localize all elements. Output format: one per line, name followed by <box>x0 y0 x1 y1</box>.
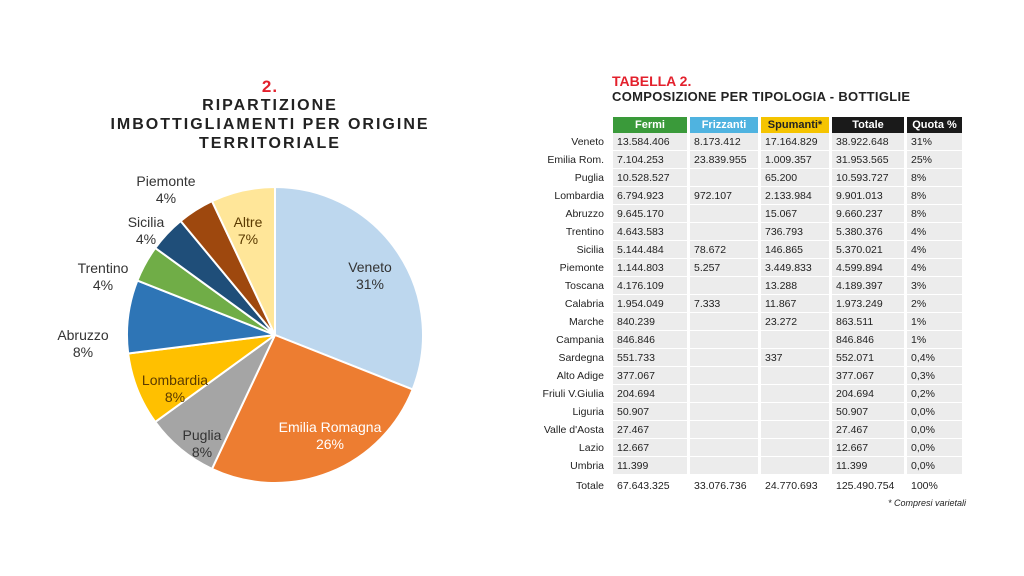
value-cell <box>761 457 832 475</box>
value-cell: 9.660.237 <box>832 205 907 223</box>
value-cell: 67.643.325 <box>613 475 690 498</box>
value-cell: 13.288 <box>761 277 832 295</box>
chart-title-line-1: RIPARTIZIONE <box>202 97 338 114</box>
value-cell: 0,0% <box>907 457 965 475</box>
value-cell: 7.104.253 <box>613 151 690 169</box>
value-cell: 3% <box>907 277 965 295</box>
value-cell <box>690 223 761 241</box>
value-cell: 11.399 <box>613 457 690 475</box>
table-row <box>530 133 965 151</box>
value-cell: 65.200 <box>761 169 832 187</box>
value-cell <box>690 169 761 187</box>
pie-label-trentino <box>78 260 129 293</box>
table-row <box>530 205 965 223</box>
pie-label-name: Lombardia <box>141 372 209 388</box>
header-fermi: Fermi <box>613 117 690 133</box>
region-cell: Calabria <box>530 295 613 313</box>
value-cell: 8% <box>907 169 965 187</box>
value-cell: 0,0% <box>907 403 965 421</box>
value-cell <box>690 205 761 223</box>
value-cell <box>690 331 761 349</box>
value-cell: 0,0% <box>907 421 965 439</box>
table-subtitle: COMPOSIZIONE PER TIPOLOGIA - BOTTIGLIE <box>612 89 911 104</box>
value-cell: 1% <box>907 313 965 331</box>
value-cell: 27.467 <box>832 421 907 439</box>
region-cell: Abruzzo <box>530 205 613 223</box>
value-cell <box>761 367 832 385</box>
chart-title-line-3: TERRITORIALE <box>199 135 341 152</box>
value-cell: 846.846 <box>832 331 907 349</box>
region-cell: Puglia <box>530 169 613 187</box>
region-cell: Valle d'Aosta <box>530 421 613 439</box>
pie-label-pct: 8% <box>191 444 213 460</box>
value-cell: 4.176.109 <box>613 277 690 295</box>
value-cell: 5.257 <box>690 259 761 277</box>
value-cell: 15.067 <box>761 205 832 223</box>
bottling-table <box>530 117 965 498</box>
table-row <box>530 439 965 457</box>
pie-label-name: Trentino <box>77 260 129 276</box>
value-cell: 4% <box>907 241 965 259</box>
value-cell: 23.839.955 <box>690 151 761 169</box>
header-frizzanti: Frizzanti <box>690 117 761 133</box>
table-row <box>530 295 965 313</box>
chart-number: 2. <box>261 77 279 96</box>
region-cell: Umbria <box>530 457 613 475</box>
value-cell <box>761 331 832 349</box>
region-cell: Sicilia <box>530 241 613 259</box>
value-cell <box>690 277 761 295</box>
header-quota: Quota % <box>907 117 965 133</box>
region-cell: Veneto <box>530 133 613 151</box>
value-cell: 31.953.565 <box>832 151 907 169</box>
value-cell: 1.144.803 <box>613 259 690 277</box>
value-cell: 3.449.833 <box>761 259 832 277</box>
pie-label-pct: 7% <box>237 231 259 247</box>
value-cell: 17.164.829 <box>761 133 832 151</box>
pie-label-piemonte <box>136 173 195 206</box>
region-cell: Emilia Rom. <box>530 151 613 169</box>
region-cell: Totale <box>530 475 613 498</box>
pie-label-pct: 31% <box>355 276 385 292</box>
value-cell <box>690 349 761 367</box>
value-cell: 552.071 <box>832 349 907 367</box>
value-cell <box>690 403 761 421</box>
value-cell: 33.076.736 <box>690 475 761 498</box>
region-cell: Lazio <box>530 439 613 457</box>
value-cell: 4.599.894 <box>832 259 907 277</box>
value-cell <box>761 421 832 439</box>
value-cell: 9.901.013 <box>832 187 907 205</box>
value-cell <box>761 403 832 421</box>
pie-label-pct: 8% <box>164 389 186 405</box>
pie-label-name: Abruzzo <box>57 327 109 343</box>
header-spumanti: Spumanti* <box>761 117 832 133</box>
value-cell: 846.846 <box>613 331 690 349</box>
value-cell: 25% <box>907 151 965 169</box>
table-row <box>530 385 965 403</box>
pie-label-abruzzo <box>57 327 109 360</box>
footnote: * Compresi varietali <box>887 498 966 508</box>
region-cell: Alto Adige <box>530 367 613 385</box>
value-cell: 50.907 <box>613 403 690 421</box>
table-row <box>530 223 965 241</box>
value-cell: 377.067 <box>832 367 907 385</box>
pie-label-name: Sicilia <box>127 214 165 230</box>
value-cell: 10.528.527 <box>613 169 690 187</box>
value-cell <box>690 367 761 385</box>
value-cell: 31% <box>907 133 965 151</box>
value-cell: 13.584.406 <box>613 133 690 151</box>
table-row <box>530 277 965 295</box>
value-cell: 146.865 <box>761 241 832 259</box>
pie-label-pct: 8% <box>72 344 94 360</box>
pie-label-name: Puglia <box>182 427 222 443</box>
value-cell: 4% <box>907 259 965 277</box>
value-cell: 736.793 <box>761 223 832 241</box>
value-cell: 551.733 <box>613 349 690 367</box>
table-row <box>530 187 965 205</box>
value-cell: 8% <box>907 187 965 205</box>
value-cell: 24.770.693 <box>761 475 832 498</box>
value-cell: 4.189.397 <box>832 277 907 295</box>
value-cell: 840.239 <box>613 313 690 331</box>
table-row <box>530 403 965 421</box>
value-cell: 863.511 <box>832 313 907 331</box>
value-cell <box>761 385 832 403</box>
value-cell: 27.467 <box>613 421 690 439</box>
table-total-row <box>530 475 965 498</box>
value-cell: 7.333 <box>690 295 761 313</box>
value-cell: 337 <box>761 349 832 367</box>
value-cell: 5.144.484 <box>613 241 690 259</box>
value-cell: 0,4% <box>907 349 965 367</box>
value-cell: 8.173.412 <box>690 133 761 151</box>
table-row <box>530 349 965 367</box>
value-cell: 2.133.984 <box>761 187 832 205</box>
region-cell: Toscana <box>530 277 613 295</box>
value-cell <box>690 421 761 439</box>
table-row <box>530 457 965 475</box>
value-cell: 0,3% <box>907 367 965 385</box>
value-cell: 8% <box>907 205 965 223</box>
value-cell: 204.694 <box>832 385 907 403</box>
value-cell: 1% <box>907 331 965 349</box>
header-totale: Totale <box>832 117 907 133</box>
chart-title <box>60 78 480 153</box>
value-cell: 50.907 <box>832 403 907 421</box>
table-row <box>530 259 965 277</box>
pie-chart <box>0 160 480 520</box>
pie-label-pct: 4% <box>92 277 114 293</box>
value-cell: 6.794.923 <box>613 187 690 205</box>
value-cell: 38.922.648 <box>832 133 907 151</box>
pie-label-name: Piemonte <box>136 173 196 189</box>
value-cell: 204.694 <box>613 385 690 403</box>
region-cell: Lombardia <box>530 187 613 205</box>
value-cell: 2% <box>907 295 965 313</box>
value-cell: 12.667 <box>613 439 690 457</box>
value-cell: 100% <box>907 475 965 498</box>
value-cell: 5.370.021 <box>832 241 907 259</box>
region-cell: Sardegna <box>530 349 613 367</box>
value-cell: 972.107 <box>690 187 761 205</box>
pie-label-pct: 4% <box>155 190 177 206</box>
table-row <box>530 313 965 331</box>
table-header-row <box>530 117 965 133</box>
table-row <box>530 367 965 385</box>
region-cell: Friuli V.Giulia <box>530 385 613 403</box>
value-cell: 0,0% <box>907 439 965 457</box>
pie-label-pct: 26% <box>315 436 345 452</box>
value-cell: 78.672 <box>690 241 761 259</box>
pie-label-name: Altre <box>233 214 263 230</box>
table-heading <box>612 74 910 104</box>
pie-label-name: Emilia Romagna <box>278 419 382 435</box>
pie-label-pct: 4% <box>135 231 157 247</box>
value-cell: 4% <box>907 223 965 241</box>
value-cell <box>690 385 761 403</box>
table-row <box>530 241 965 259</box>
table-row <box>530 331 965 349</box>
table-number: TABELLA 2. <box>612 73 692 89</box>
region-cell: Trentino <box>530 223 613 241</box>
table-row <box>530 151 965 169</box>
pie-label-name: Veneto <box>348 259 392 275</box>
chart-title-line-2: IMBOTTIGLIAMENTI PER ORIGINE <box>110 116 430 133</box>
value-cell: 1.954.049 <box>613 295 690 313</box>
header-region-blank <box>530 117 613 133</box>
value-cell <box>690 313 761 331</box>
value-cell <box>761 439 832 457</box>
value-cell: 125.490.754 <box>832 475 907 498</box>
region-cell: Liguria <box>530 403 613 421</box>
value-cell: 4.643.583 <box>613 223 690 241</box>
value-cell: 377.067 <box>613 367 690 385</box>
value-cell <box>690 457 761 475</box>
value-cell: 1.973.249 <box>832 295 907 313</box>
value-cell: 0,2% <box>907 385 965 403</box>
region-cell: Campania <box>530 331 613 349</box>
value-cell: 9.645.170 <box>613 205 690 223</box>
value-cell: 23.272 <box>761 313 832 331</box>
value-cell: 5.380.376 <box>832 223 907 241</box>
table-row <box>530 169 965 187</box>
value-cell: 11.399 <box>832 457 907 475</box>
table-row <box>530 421 965 439</box>
value-cell: 11.867 <box>761 295 832 313</box>
value-cell: 1.009.357 <box>761 151 832 169</box>
value-cell: 12.667 <box>832 439 907 457</box>
value-cell: 10.593.727 <box>832 169 907 187</box>
value-cell <box>690 439 761 457</box>
region-cell: Marche <box>530 313 613 331</box>
region-cell: Piemonte <box>530 259 613 277</box>
